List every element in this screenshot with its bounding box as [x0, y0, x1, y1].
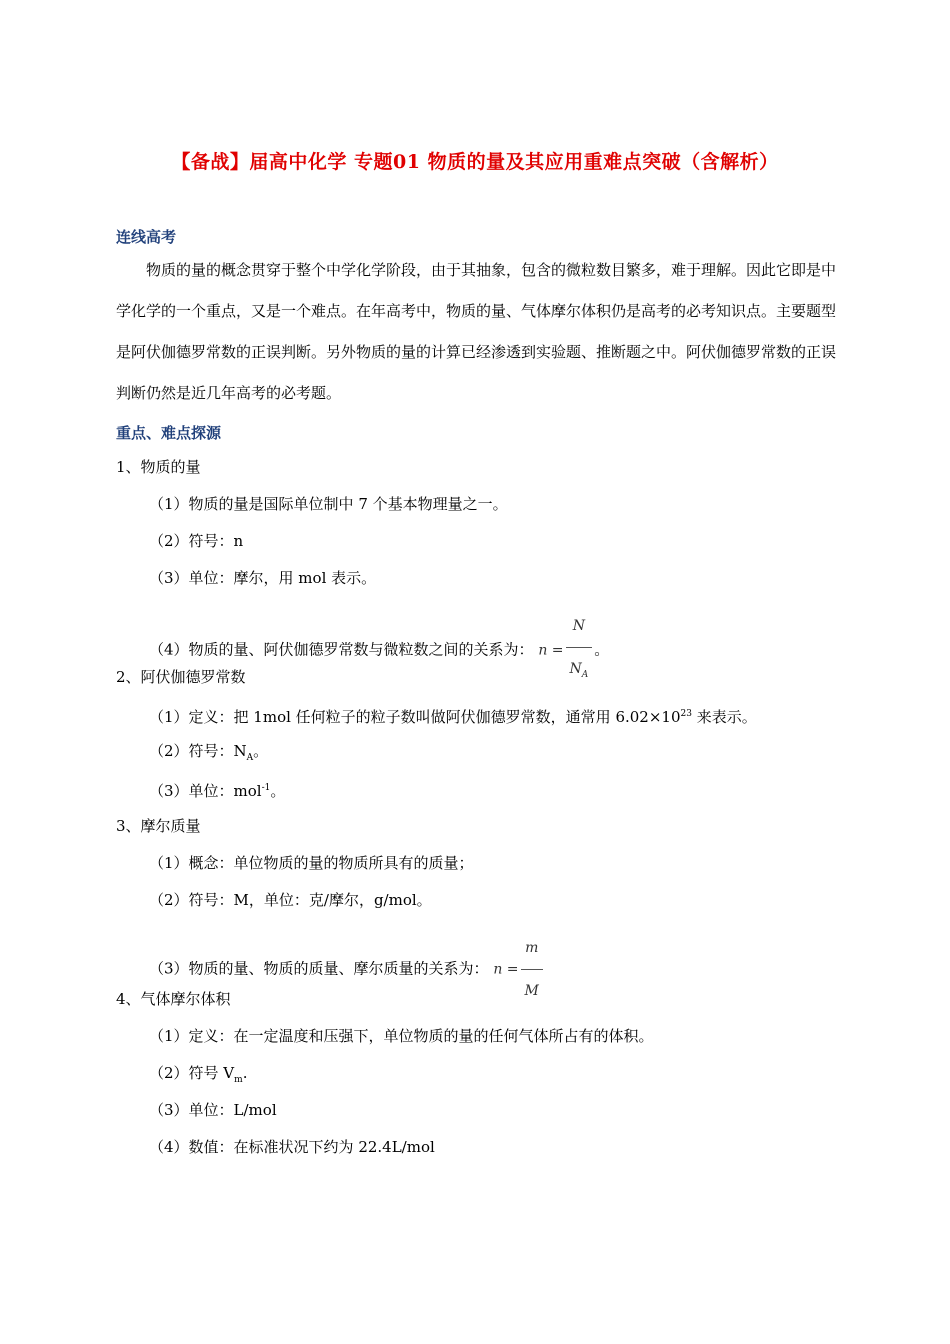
item-4-point-4: （4）数值：在标准状况下约为 22.4L/mol — [149, 1138, 435, 1156]
item-4-point-3: （3）单位：L/mol — [149, 1101, 277, 1119]
item-4-point-1: （1）定义：在一定温度和压强下，单位物质的量的任何气体所占有的体积。 — [149, 1027, 654, 1045]
item-4-point-2: （2）符号 $V_m$. — [149, 1064, 248, 1085]
item-1-point-3: （3）单位：摩尔，用 mol 表示。 — [149, 569, 377, 587]
formula-numerator-m: m — [525, 940, 539, 956]
item-3-title: 3、摩尔质量 — [116, 817, 201, 835]
item-2-point-1: （1）定义：把 1mol 任何粒子的粒子数叫做阿伏伽德罗常数，通常用 $6.02\times 10^{23}$ 来表示。 — [149, 708, 757, 726]
item-1-point-4-end: 。 — [594, 640, 610, 659]
formula-n-lhs: n = — [538, 642, 564, 659]
formula-numerator: N — [572, 618, 586, 634]
item-3-point-3-text: （3）物质的量、物质的质量、摩尔质量的关系为： — [149, 959, 489, 978]
formula-n-lhs-2: n = — [493, 961, 519, 978]
formula-n-equals-m-over-M — [521, 928, 543, 1011]
formula-denominator-M: M — [521, 969, 543, 1011]
item-2-point-2: （2）符号：$N_A$。 — [149, 742, 269, 763]
item-3-point-2: （2）符号：M，单位：克/摩尔，g/mol。 — [149, 891, 432, 909]
item-4-title: 4、气体摩尔体积 — [116, 990, 231, 1008]
section-heading-exam-link: 连线高考 — [116, 228, 177, 246]
item-3-point-1: （1）概念：单位物质的量的物质所具有的质量； — [149, 854, 474, 872]
formula-denominator: $N_A$ — [566, 647, 593, 695]
document-title: 【备战】届高中化学 专题01 物质的量及其应用重难点突破（含解析） — [171, 151, 779, 173]
item-1-title: 1、物质的量 — [116, 458, 201, 476]
section-heading-key-points: 重点、难点探源 — [116, 424, 222, 442]
item-2-point-3: （3）单位：mol$^{-1}$。 — [149, 782, 286, 800]
item-1-point-2: （2）符号：n — [149, 532, 244, 550]
intro-paragraph-text: 物质的量的概念贯穿于整个中学化学阶段，由于其抽象，包含的微粒数目繁多，难于理解。因此它即是中学化学的一个重点，又是一个难点。在年高考中，物质的量、气体摩尔体积仍是高考的必考知识点。主要题型是阿伏伽德罗常数的正误判断。另外物质的量的计算已经渗透到实验题、推断题之中。阿伏伽德罗常数的正误判断仍然是近几年高考的必考题。 — [116, 261, 837, 402]
item-2-title: 2、阿伏伽德罗常数 — [116, 668, 246, 686]
formula-n-equals-N-over-NA — [566, 606, 593, 695]
item-1-point-1: （1）物质的量是国际单位制中 7 个基本物理量之一。 — [149, 495, 508, 513]
item-1-point-4-text: （4）物质的量、阿伏伽德罗常数与微粒数之间的关系为： — [149, 640, 534, 659]
intro-paragraph — [116, 250, 836, 414]
